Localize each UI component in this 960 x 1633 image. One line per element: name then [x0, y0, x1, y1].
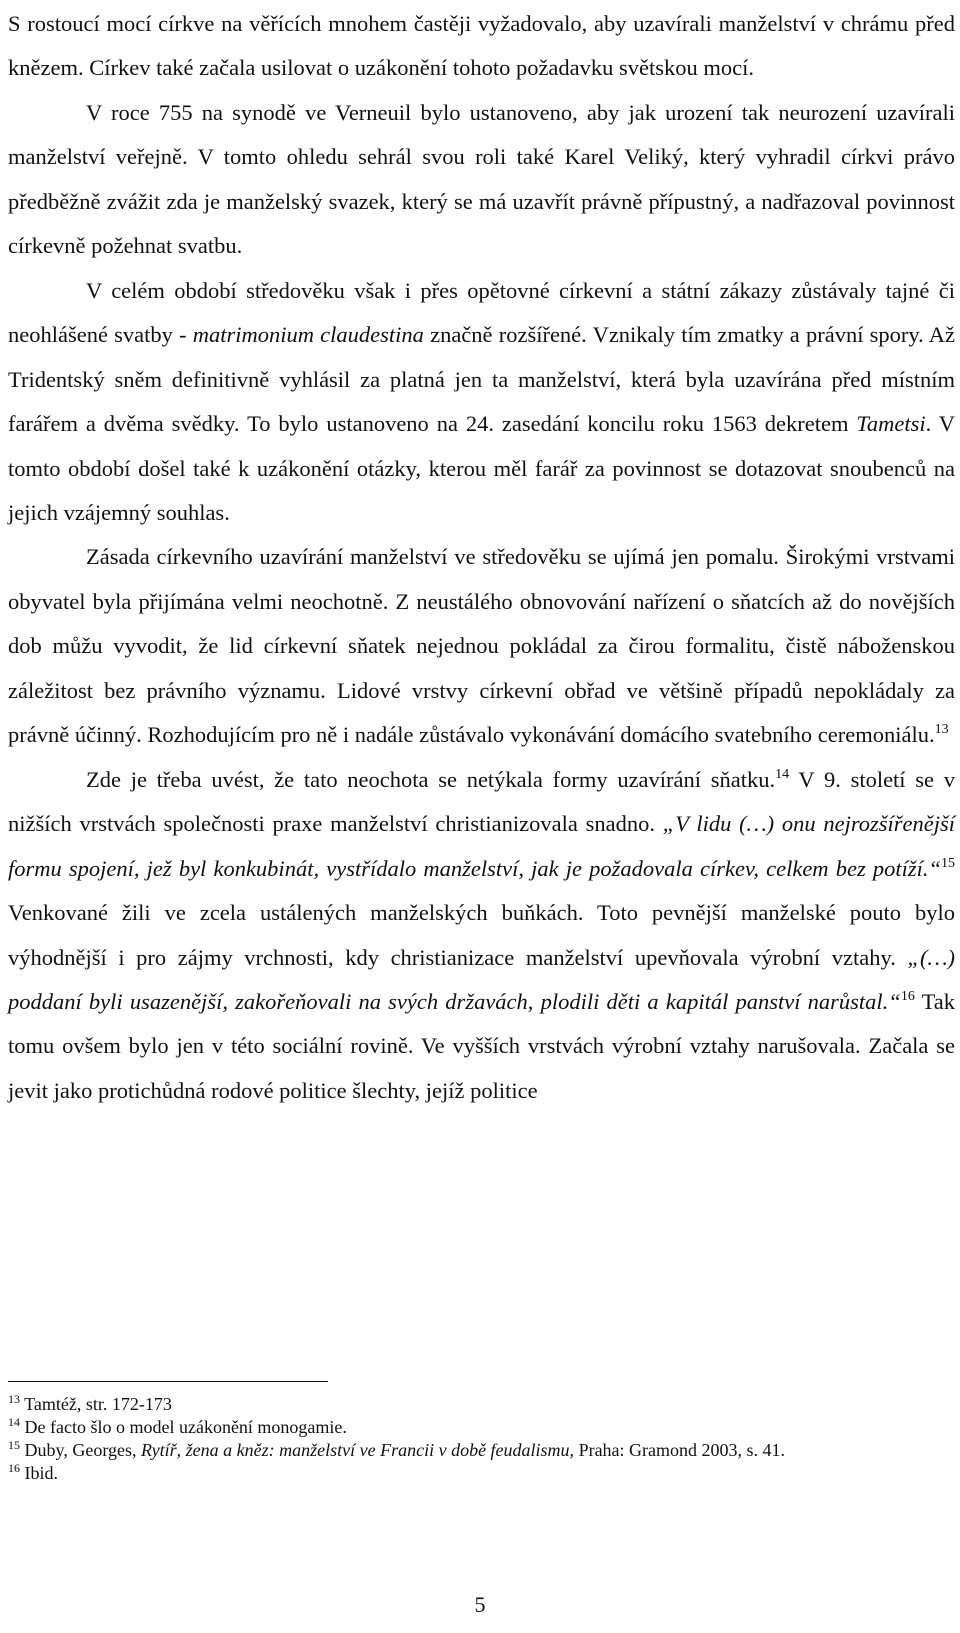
- text-run: . V tomto období došel také k uzákonění otázky, kterou měl farář za povinnost se dotazovat snoubenců na jejich vzájemný souhlas.: [8, 411, 955, 525]
- italic-text: matrimonium claudestina: [192, 322, 424, 348]
- italic-text: Rytíř, žena a kněz: manželství ve Francii v době feudalismu,: [140, 1440, 575, 1460]
- footnote-14: [8, 1416, 955, 1439]
- footnotes: [8, 1393, 955, 1485]
- paragraph-4: [8, 535, 955, 757]
- footnote-reference: 15: [941, 855, 955, 871]
- footnote-reference: 14: [775, 766, 790, 782]
- text-run: V roce 755 na synodě ve Verneuil bylo ustanoveno, aby jak urození tak neurození uzavírali manželství veřejně. V tomto ohledu sehrál svou roli také Karel Veliký, který vyhradil církvi právo předběžně zvážit zda je manželský svazek, který se má uzavřít právně přípustný, a nadřazoval povinnost církevně požehnat svatbu.: [8, 99, 955, 259]
- text-run: Ibid.: [20, 1463, 58, 1483]
- body-text: [8, 2, 955, 1113]
- page-number: 5: [474, 1592, 486, 1617]
- footnote-reference: 13: [934, 722, 949, 738]
- footnote-reference: 16: [8, 1461, 20, 1475]
- text-run: Tak tomu ovšem bylo jen v této sociální rovině. Ve vyšších vrstvách výrobní vztahy narušovala. Začala se jevit jako protichůdná rodové politice šlechty, jejíž politice: [8, 988, 955, 1103]
- text-run: značně rozšířené. Vznikaly tím zmatky a právní spory. Až Tridentský sněm definitivně vyhlásil za platná jen ta manželství, která byla uzavírána před místním farářem a dvěma svědky. To bylo ustanoveno na 24. zasedání koncilu roku 1563 dekretem: [8, 322, 955, 437]
- paragraph-3: [8, 269, 955, 536]
- italic-text: Tametsi: [856, 411, 926, 437]
- footnote-reference: 14: [8, 1415, 20, 1429]
- footnote-reference: 13: [8, 1392, 20, 1406]
- footnote-separator: [8, 1381, 328, 1382]
- paragraph-2: [8, 91, 955, 269]
- footnote-13: [8, 1393, 955, 1416]
- footnote-reference: 15: [8, 1438, 20, 1452]
- text-run: V celém období středověku však i přes opětovné církevní a státní zákazy zůstávaly tajné či neohlášené svatby -: [8, 277, 955, 348]
- text-run: Tamtéž, str. 172-173: [20, 1394, 172, 1414]
- paragraph-1: [8, 2, 955, 91]
- footnote-16: [8, 1462, 955, 1485]
- footnote-15: [8, 1439, 955, 1462]
- italic-text: „(…) poddaní byli usazenější, zakořeňovali na svých državách, plodili děti a kapitál panství narůstal.“: [8, 944, 955, 1014]
- text-run: Zde je třeba uvést, že tato neochota se netýkala formy uzavírání sňatku.: [86, 766, 776, 792]
- footnote-reference: 16: [900, 988, 915, 1004]
- text-run: Duby, Georges,: [20, 1440, 141, 1460]
- text-run: Praha: Gramond 2003, s. 41.: [574, 1440, 786, 1460]
- paragraph-5: [8, 758, 955, 1114]
- text-run: S rostoucí mocí církve na věřících mnohem častěji vyžadovalo, aby uzavírali manželství v chrámu před knězem. Církev také začala usilovat o uzákonění tohoto požadavku světskou mocí.: [8, 11, 955, 81]
- text-run: Venkované žili ve zcela ustálených manželských buňkách. Toto pevnější manželské pouto bylo výhodnější i pro zájmy vrchnosti, kdy christianizace manželství upevňovala výrobní vztahy.: [8, 900, 955, 970]
- text-run: V 9. století se v nižších vrstvách společnosti praxe manželství christianizovala snadno.: [8, 766, 955, 837]
- italic-text: „V lidu (…) onu nejrozšířenější formu spojení, jež byl konkubinát, vystřídalo manželství, jak je požadovala církev, celkem bez potíží.“: [8, 811, 955, 881]
- text-run: De facto šlo o model uzákonění monogamie.: [20, 1417, 347, 1437]
- text-run: Zásada církevního uzavírání manželství ve středověku se ujímá jen pomalu. Širokými vrstvami obyvatel byla přijímána velmi neochotně. Z neustálého obnovování nařízení o sňatcích až do novějších dob můžu vyvodit, že lid církevní sňatek nejednou pokládal za čirou formalitu, čistě náboženskou záležitost bez právního významu. Lidové vrstvy církevní obřad ve většině případů nepokládaly za právně účinný. Rozhodujícím pro ně i nadále zůstávalo vykonávání domácího svatebního ceremoniálu.: [8, 544, 955, 748]
